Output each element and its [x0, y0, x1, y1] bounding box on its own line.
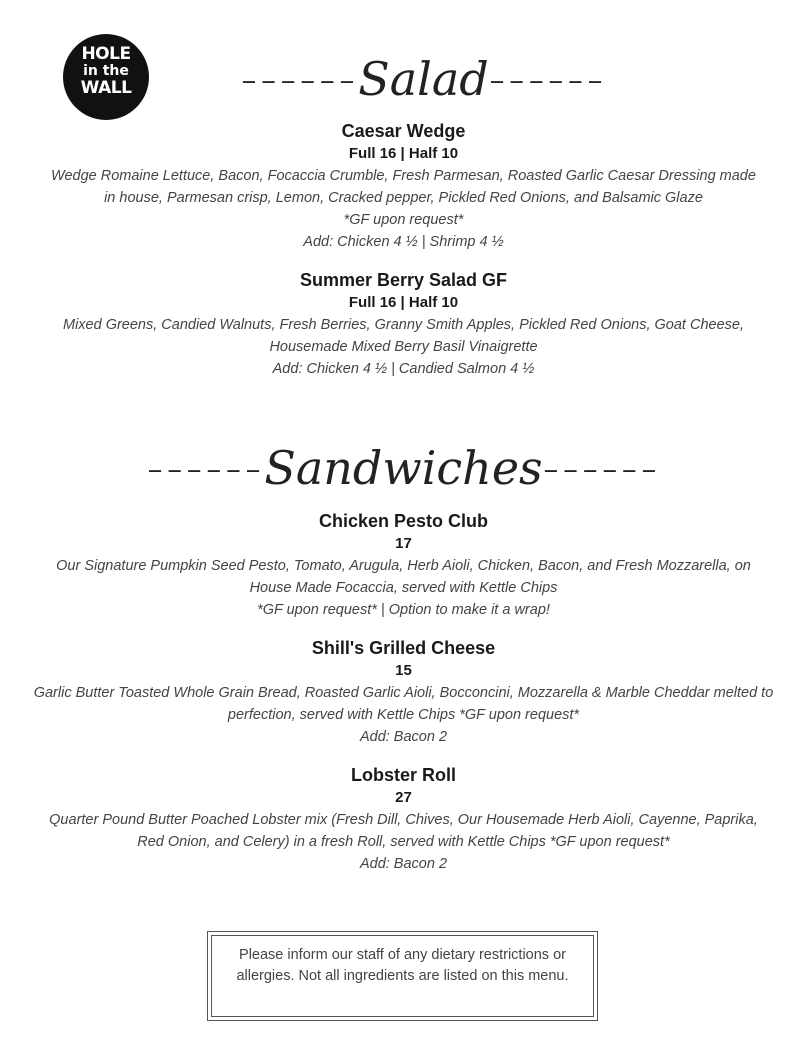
salad-heading	[0, 52, 807, 106]
heading-dashes-left: ------	[146, 441, 265, 495]
item-name: Caesar Wedge	[341, 121, 466, 141]
sandwiches-heading	[0, 441, 807, 495]
heading-dashes-right: ------	[542, 441, 661, 495]
item-note: *GF upon request*	[343, 212, 464, 228]
menu-item-chicken-pesto-club	[0, 510, 807, 621]
logo-line-1: HOLE	[81, 44, 131, 64]
allergy-notice: Please inform our staff of any dietary restrictions or allergies. Not all ingredients are listed on this menu.	[211, 935, 594, 1017]
item-description: Garlic Butter Toasted Whole Grain Bread, Roasted Garlic Aioli, Bocconcini, Mozzarella & Marble Cheddar melted to perfection, served with Kettle Chips *GF upon request*	[33, 685, 774, 723]
item-description: Wedge Romaine Lettuce, Bacon, Focaccia Crumble, Fresh Parmesan, Roasted Garlic Caesar Dressing made in house, Parmesan crisp, Lemon, Cracked pepper, Pickled Red Onions, and Balsamic Glaze	[51, 168, 756, 206]
item-price: Full 16 | Half 10	[348, 145, 459, 162]
salad-title: Salad	[358, 52, 489, 106]
menu-item-lobster-roll	[0, 764, 807, 875]
item-addons: Add: Chicken 4 ½ | Shrimp 4 ½	[303, 234, 504, 250]
heading-dashes-right: ------	[488, 52, 607, 106]
item-price: 17	[395, 535, 412, 552]
item-price: Full 16 | Half 10	[348, 294, 459, 311]
item-note: *GF upon request* | Option to make it a wrap!	[257, 602, 550, 618]
item-description: Quarter Pound Butter Poached Lobster mix (Fresh Dill, Chives, Our Housemade Herb Aioli, Cayenne, Paprika, Red Onion, and Celery) in a fresh Roll, served with Kettle Chips *GF upon request*	[49, 812, 758, 850]
sandwiches-title: Sandwiches	[264, 441, 543, 495]
item-addons: Add: Chicken 4 ½ | Candied Salmon 4 ½	[272, 361, 535, 377]
item-name: Chicken Pesto Club	[318, 511, 489, 531]
item-price: 15	[395, 662, 412, 679]
menu-item-summer-berry-salad	[0, 269, 807, 380]
item-addons: Add: Bacon 2	[359, 856, 448, 872]
item-name: Summer Berry Salad GF	[299, 270, 508, 290]
item-description: Mixed Greens, Candied Walnuts, Fresh Berries, Granny Smith Apples, Pickled Red Onions, Goat Cheese, Housemade Mixed Berry Basil Vinaigrette	[62, 317, 744, 355]
menu-item-caesar-wedge	[0, 120, 807, 253]
item-name: Shill's Grilled Cheese	[311, 638, 496, 658]
logo-line-3: WALL	[80, 78, 132, 98]
item-name: Lobster Roll	[350, 765, 456, 785]
logo-line-2: in the	[83, 63, 129, 79]
item-price: 27	[395, 789, 412, 806]
item-description: Our Signature Pumpkin Seed Pesto, Tomato, Arugula, Herb Aioli, Chicken, Bacon, and Fresh Mozzarella, on House Made Focaccia, served with Kettle Chips	[56, 558, 751, 596]
heading-dashes-left: ------	[240, 52, 359, 106]
item-addons: Add: Bacon 2	[359, 729, 448, 745]
menu-item-shills-grilled-cheese	[0, 637, 807, 748]
